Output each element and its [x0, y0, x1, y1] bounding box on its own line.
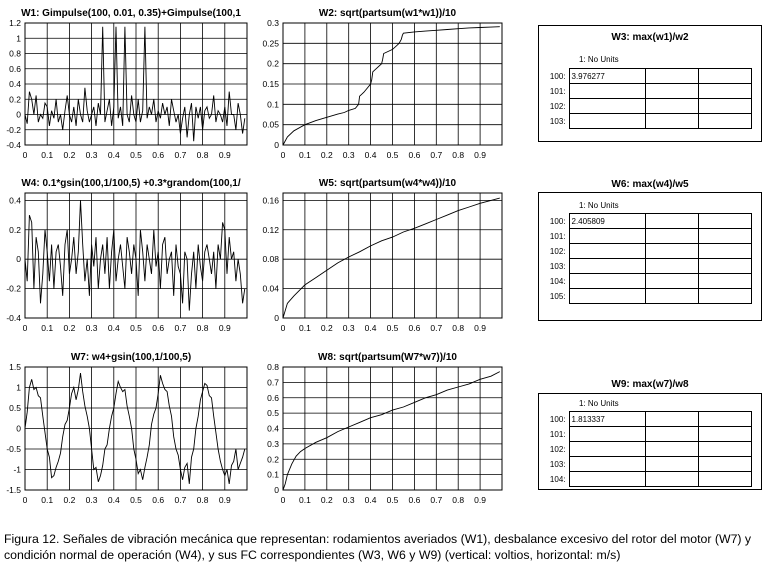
table-column-header: 1: No Units [579, 55, 619, 64]
y-tick-label: -0.2 [6, 283, 21, 294]
table-w3 [538, 25, 762, 142]
y-tick-label: 0.2 [9, 94, 21, 105]
x-tick-label: 0.5 [386, 150, 399, 160]
row-index: 102: [549, 101, 566, 111]
cell-value[interactable] [569, 229, 645, 244]
chart-title: W8: sqrt(partsum(W7*w7))/10 [318, 352, 457, 363]
x-tick-label: 0.1 [298, 150, 311, 160]
table-row [539, 412, 751, 427]
x-tick-label: 0.2 [63, 495, 76, 505]
y-tick-label: 0.2 [267, 454, 279, 465]
table-column-header: 1: No Units [579, 201, 619, 210]
cell-value[interactable] [569, 259, 645, 274]
table-grid [539, 213, 752, 304]
chart-title: W1: Gimpulse(100, 0.01, 0.35)+Gimpulse(100,1 [21, 8, 241, 19]
cell-value[interactable] [569, 442, 645, 457]
y-tick-label: -0.2 [6, 124, 21, 135]
table-title: W9: max(w7)/w8 [539, 379, 761, 390]
y-tick-label: -0.4 [6, 140, 21, 150]
x-tick-label: 0.1 [41, 495, 54, 505]
cell-value[interactable] [569, 274, 645, 289]
cell-value[interactable] [569, 457, 645, 472]
y-tick-label: 0.2 [9, 224, 21, 235]
table-grid [539, 411, 752, 487]
cell-value[interactable] [569, 472, 645, 487]
cell-value[interactable]: 3.976277 [569, 69, 645, 84]
row-index: 100: [549, 71, 566, 81]
table-row [539, 289, 751, 304]
x-tick-label: 0.1 [298, 495, 311, 505]
x-tick-label: 0.3 [85, 495, 98, 505]
table-row [539, 274, 751, 289]
y-tick-label: 0.3 [267, 438, 279, 449]
x-tick-label: 0.8 [196, 495, 209, 505]
cell-value[interactable] [569, 289, 645, 304]
y-tick-label: 0.25 [262, 38, 279, 49]
x-tick-label: 0.4 [107, 323, 120, 333]
cell-value[interactable] [569, 114, 645, 129]
x-tick-label: 0.8 [452, 150, 465, 160]
x-tick-label: 0.1 [41, 150, 54, 160]
table-row [539, 442, 751, 457]
series-line [283, 372, 500, 490]
y-tick-label: 0.05 [262, 119, 279, 130]
x-tick-label: 0 [280, 323, 286, 333]
x-tick-label: 0.6 [408, 323, 421, 333]
table-grid [539, 68, 752, 129]
x-tick-label: 0.6 [152, 323, 165, 333]
x-tick-label: 0.1 [41, 323, 54, 333]
y-tick-label: -0.5 [6, 444, 21, 454]
chart-title: W2: sqrt(partsum(w1*w1))/10 [318, 8, 457, 19]
row-index: 102: [549, 444, 566, 454]
chart-w5 [262, 178, 502, 333]
y-tick-label: 0 [16, 109, 21, 120]
table-row [539, 457, 751, 472]
y-tick-label: 0 [274, 485, 279, 495]
x-tick-label: 0.6 [152, 150, 165, 160]
x-tick-label: 0.8 [452, 323, 465, 333]
y-tick-label: 0.6 [267, 392, 279, 403]
y-tick-label: 0.4 [9, 79, 21, 89]
table-row [539, 84, 751, 99]
y-tick-label: 0 [274, 313, 279, 323]
x-tick-label: 0.7 [430, 323, 443, 333]
x-tick-label: 0.9 [218, 150, 231, 160]
chart-title: W5: sqrt(partsum(w4*w4))/10 [318, 178, 457, 189]
table-row [539, 214, 751, 229]
table-row [539, 427, 751, 442]
x-tick-label: 0.6 [408, 150, 421, 160]
table-row [539, 244, 751, 259]
x-tick-label: 0.7 [174, 323, 187, 333]
table-w6 [538, 179, 762, 321]
table-title: W6: max(w4)/w5 [539, 179, 761, 190]
chart-w2 [262, 8, 502, 160]
y-tick-label: 0.7 [267, 377, 279, 388]
series-line [283, 198, 500, 318]
chart-title: W4: 0.1*gsin(100,1/100,5) +0.3*grandom(100,1/ [21, 178, 241, 189]
y-tick-label: 0.15 [262, 79, 279, 89]
x-tick-label: 0.3 [342, 495, 355, 505]
y-tick-label: 0.4 [9, 195, 21, 206]
x-tick-label: 0.5 [130, 150, 142, 160]
x-tick-label: 0.5 [130, 495, 142, 505]
y-tick-label: 0.8 [9, 48, 21, 59]
y-tick-label: 1 [16, 382, 21, 393]
row-index: 101: [549, 429, 566, 439]
row-index: 103: [549, 116, 566, 126]
row-index: 101: [549, 86, 566, 96]
x-tick-label: 0.8 [452, 495, 465, 505]
x-tick-label: 0.4 [364, 495, 377, 505]
x-tick-label: 0.8 [196, 323, 209, 333]
x-tick-label: 0.3 [342, 150, 355, 160]
x-tick-label: 0.7 [430, 495, 443, 505]
cell-value[interactable] [569, 99, 645, 114]
figure-caption: Figura 12. Señales de vibración mecánica que representan: rodamientos averiados (W1), desbalance excesivo del rotor del motor (W7) y condición normal de operación (W4), y sus FC correspondientes (W3, W6 y W9) (vertical: voltios, horizontal: m/s) [4, 532, 752, 562]
series-line [25, 200, 245, 310]
table-column-header: 1: No Units [579, 399, 619, 408]
x-tick-label: 0.2 [63, 150, 76, 160]
y-tick-label: 0.4 [267, 423, 279, 434]
x-tick-label: 0.2 [63, 323, 76, 333]
x-tick-label: 0.9 [474, 495, 487, 505]
x-tick-label: 0.2 [320, 150, 333, 160]
row-index: 104: [549, 276, 566, 286]
cell-value[interactable] [569, 427, 645, 442]
y-tick-label: 0.5 [267, 408, 279, 419]
row-index: 104: [549, 474, 566, 484]
y-tick-label: 0.04 [262, 283, 279, 294]
table-row [539, 69, 751, 84]
y-tick-label: 0 [274, 140, 279, 150]
x-tick-label: 0.4 [364, 150, 377, 160]
chart-w1 [6, 8, 247, 160]
row-index: 100: [549, 216, 566, 226]
chart-w7 [6, 352, 247, 505]
row-index: 103: [549, 459, 566, 469]
y-tick-label: -1.5 [6, 485, 21, 495]
y-tick-label: 0.16 [262, 195, 279, 206]
x-tick-label: 0.4 [364, 323, 377, 333]
x-tick-label: 0.7 [174, 150, 187, 160]
x-tick-label: 0.6 [408, 495, 421, 505]
x-tick-label: 0 [22, 150, 28, 160]
x-tick-label: 0.2 [320, 323, 333, 333]
x-tick-label: 0 [280, 495, 286, 505]
x-tick-label: 0.3 [342, 323, 355, 333]
x-tick-label: 0.6 [152, 495, 165, 505]
x-tick-label: 0.4 [107, 495, 120, 505]
chart-w4 [6, 178, 247, 333]
x-tick-label: 0.2 [320, 495, 333, 505]
cell-value[interactable]: 1.813337 [569, 412, 645, 427]
y-tick-label: -0.4 [6, 313, 21, 323]
x-tick-label: 0.9 [218, 323, 231, 333]
y-tick-label: 0.5 [9, 403, 21, 413]
x-tick-label: 0.3 [85, 150, 98, 160]
y-tick-label: 0 [16, 423, 21, 434]
x-tick-label: 0.5 [386, 323, 399, 333]
y-tick-label: 0.1 [267, 469, 279, 480]
table-w9 [538, 379, 762, 490]
y-tick-label: 0.12 [262, 224, 279, 235]
row-index: 103: [549, 261, 566, 271]
chart-w8 [267, 352, 502, 505]
table-row [539, 472, 751, 487]
row-index: 100: [549, 414, 566, 424]
chart-title: W7: w4+gsin(100,1/100,5) [70, 352, 192, 363]
x-tick-label: 0.3 [85, 323, 98, 333]
table-title: W3: max(w1)/w2 [611, 32, 689, 43]
x-tick-label: 0.5 [386, 495, 399, 505]
y-tick-label: 0.08 [262, 254, 279, 265]
x-tick-label: 0.1 [298, 323, 311, 333]
row-index: 102: [549, 246, 566, 256]
x-tick-label: 0.9 [474, 150, 487, 160]
x-tick-label: 0.7 [430, 150, 443, 160]
x-tick-label: 0.7 [174, 495, 187, 505]
y-tick-label: 0.2 [267, 58, 279, 69]
x-tick-label: 0.9 [218, 495, 231, 505]
cell-value[interactable] [569, 84, 645, 99]
x-tick-label: 0 [280, 150, 286, 160]
y-tick-label: 1 [16, 33, 21, 44]
x-tick-label: 0.8 [196, 150, 209, 160]
x-tick-label: 0 [22, 323, 28, 333]
table-row [539, 114, 751, 129]
y-tick-label: 0.6 [9, 63, 21, 74]
y-tick-label: 1.5 [9, 362, 21, 372]
table-row [539, 99, 751, 114]
row-index: 105: [549, 291, 566, 301]
table-row [539, 229, 751, 244]
cell-value[interactable]: 2.405809 [569, 214, 645, 229]
y-tick-label: 0 [16, 254, 21, 265]
x-tick-label: 0.5 [130, 323, 142, 333]
x-tick-label: 0 [22, 495, 28, 505]
table-row [539, 259, 751, 274]
x-tick-label: 0.9 [474, 323, 487, 333]
row-index: 101: [549, 231, 566, 241]
y-tick-label: 1.2 [9, 18, 21, 28]
y-tick-label: -1 [13, 464, 21, 475]
series-line [283, 27, 500, 145]
y-tick-label: 0.8 [267, 362, 279, 372]
x-tick-label: 0.4 [107, 150, 120, 160]
cell-value[interactable] [569, 244, 645, 259]
y-tick-label: 0.3 [267, 18, 279, 28]
y-tick-label: 0.1 [267, 99, 279, 110]
